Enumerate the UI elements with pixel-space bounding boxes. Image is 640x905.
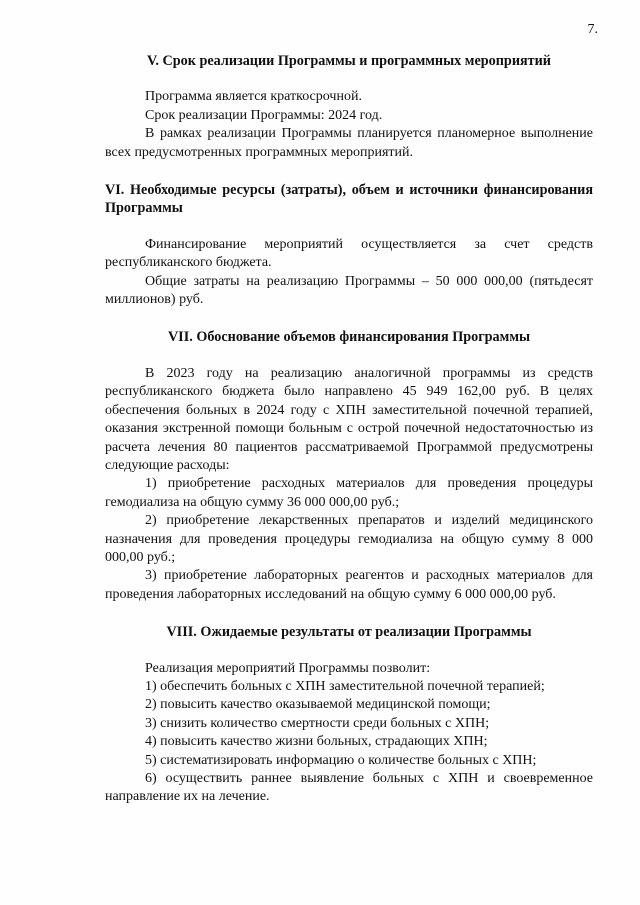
page-number: 7. — [587, 22, 598, 37]
section-7-list-item: 2) приобретение лекарственных препаратов и изделий медицинского назначения для проведения процедуры гемодиализа на общую сумму 8 000 000,00 руб.; — [105, 513, 593, 565]
section-7-list-item: 1) приобретение расходных материалов для проведения процедуры гемодиализа на общую сумму 36 000 000,00 руб.; — [105, 476, 593, 510]
section-8-list-item: 1) обеспечить больных с ХПН заместительной почечной терапией; — [145, 678, 545, 694]
section-5-paragraph: Срок реализации Программы: 2024 год. — [145, 107, 383, 123]
section-8-intro: Реализация мероприятий Программы позволит: — [145, 660, 431, 676]
section-6-paragraph: Финансирование мероприятий осуществляется за счет средств республиканского бюджета. — [105, 236, 593, 271]
section-6-paragraph: Общие затраты на реализацию Программы – 50 000 000,00 (пятьдесят миллионов) руб. — [105, 273, 593, 308]
section-8-heading: VIII. Ожидаемые результаты от реализации Программы — [166, 624, 532, 641]
section-5-paragraph: В рамках реализации Программы планируется планомерное выполнение всех предусмотренных программных мероприятий. — [105, 126, 593, 160]
section-5-paragraph: Программа является краткосрочной. — [145, 89, 362, 105]
section-6-heading: VI. Необходимые ресурсы (затраты), объем и источники финансирования Программы — [105, 182, 593, 217]
section-8-list-item: 2) повысить качество оказываемой медицинской помощи; — [145, 697, 491, 713]
section-8-list-item: 4) повысить качество жизни больных, страдающих ХПН; — [145, 734, 488, 750]
section-7-heading: VII. Обоснование объемов финансирования Программы — [167, 329, 531, 346]
section-5-heading: V. Срок реализации Программы и программных мероприятий — [147, 53, 551, 69]
section-8-list-item: 3) снизить количество смертности среди больных с ХПН; — [145, 715, 490, 731]
section-8-list-item: 6) осуществить раннее выявление больных с ХПН и своевременное направление их на лечение. — [105, 771, 593, 805]
section-7-list-item: 3) приобретение лабораторных реагентов и расходных материалов для проведения лабораторных исследований на общую сумму 6 000 000,00 руб. — [105, 568, 593, 602]
document-body — [105, 52, 593, 807]
section-7-paragraph: В 2023 году на реализацию аналогичной программы из средств республиканского бюджета было направлено 45 949 162,00 руб. В целях обеспечения больных в 2024 году с ХПН заместительной почечной терапией, оказания экстренной помощи больным с острой почечной недостаточностью из расчета лечения 80 пациентов рассматриваемой Программой предусмотрены следующие расходы: — [105, 365, 593, 473]
section-8-list-item: 5) систематизировать информацию о количестве больных с ХПН; — [145, 752, 537, 768]
